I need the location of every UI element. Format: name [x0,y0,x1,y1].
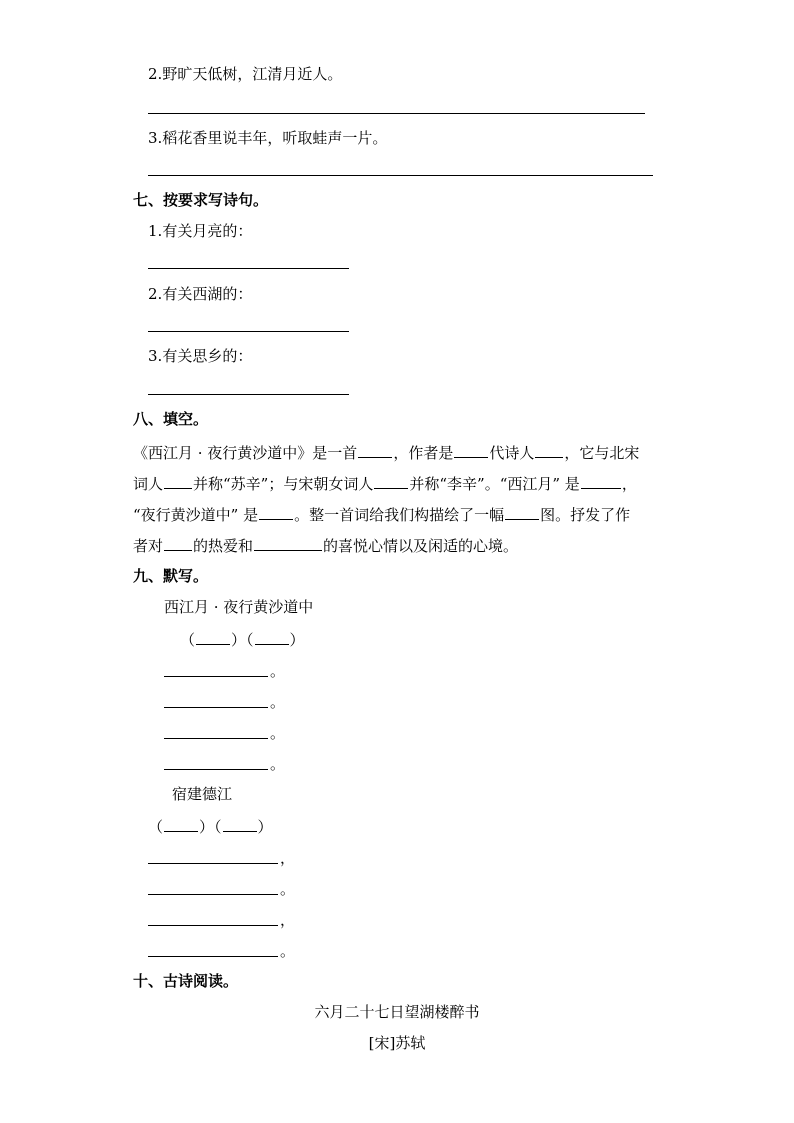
q9-poem-1-line-1[interactable] [164,660,284,680]
q8-line-1-text-b: ，作者是 [393,444,454,462]
q7-title: 七、按要求写诗句。 [133,191,269,209]
q8-blank-9[interactable] [164,534,192,551]
q6-item-3-num: 3. [148,129,163,147]
q6-item-3 [148,128,387,148]
q9-poem-1-line-3[interactable] [164,722,284,742]
q7-item-1-answer-line[interactable] [148,268,349,269]
q8-line-1 [133,441,639,463]
q9-poem-2-dynasty-author [148,815,273,837]
q7-item-3-text: 有关思乡的： [162,347,253,365]
q7-item-3-num: 3. [148,347,163,365]
punctuation: 。 [280,942,296,960]
q8-line-3-text-a: “夜行黄沙道中” 是 [133,506,259,524]
q8-line-3 [133,503,630,525]
q8-title: 八、填空。 [133,410,209,428]
punctuation: 。 [270,724,286,742]
q7-item-3 [148,346,252,366]
close-paren: ） [257,818,273,836]
q8-line-1-text-a: 《西江月 · 夜行黄沙道中》是一首 [133,444,358,462]
q9-poem-1-line-2[interactable] [164,691,284,711]
q9-poem-2-author-blank[interactable] [223,815,257,832]
answer-rule [148,863,278,864]
q8-line-4-text-a: 者对 [133,537,164,555]
mid-paren: ）（ [199,818,222,836]
q7-item-2-num: 2. [148,285,163,303]
q8-blank-6[interactable] [581,472,621,489]
q10-poem-title: 六月二十七日望湖楼醉书 [314,1003,480,1021]
q8-line-2-text-b: 并称“苏辛”；与宋朝女词人 [193,475,374,493]
q9-poem-1-dynasty-blank[interactable] [196,628,230,645]
q9-poem-2-line-4[interactable] [148,940,298,960]
q8-line-1-text-d: ，它与北宋 [564,444,640,462]
q8-line-3-text-c: 图。抒发了作 [540,506,631,524]
close-paren: ） [289,631,305,649]
q8-line-1-text-c: 代诗人 [489,444,535,462]
q8-line-2 [133,472,637,494]
q8-blank-10[interactable] [254,534,322,551]
q7-item-1-num: 1. [148,222,163,240]
q8-blank-8[interactable] [505,503,539,520]
open-paren: （ [148,818,164,836]
punctuation: 。 [280,880,296,898]
answer-rule [164,769,268,770]
q7-item-2 [148,284,252,304]
open-paren: （ [180,631,196,649]
q8-blank-4[interactable] [164,472,192,489]
q6-item-3-text: 稻花香里说丰年，听取蛙声一片。 [162,129,388,147]
answer-rule [164,707,268,708]
q7-item-2-text: 有关西湖的： [162,285,253,303]
punctuation: 。 [270,662,286,680]
q7-item-3-answer-line[interactable] [148,394,349,395]
q9-poem-1-dynasty-author [180,628,305,650]
q8-blank-7[interactable] [259,503,293,520]
q8-line-2-text-c: 并称“李辛”。“西江月” 是 [409,475,580,493]
q8-line-3-text-b: 。整一首词给我们构描绘了一幅 [294,506,505,524]
q6-item-2-num: 2. [148,65,163,83]
punctuation: ， [280,849,296,867]
q9-poem-2-title: 宿建德江 [172,785,233,803]
q8-line-4-text-c: 的喜悦心情以及闲适的心境。 [323,537,519,555]
punctuation: 。 [270,693,286,711]
punctuation: ， [280,911,296,929]
q6-item-3-answer-line[interactable] [148,175,653,176]
mid-paren: ）（ [231,631,254,649]
q8-blank-2[interactable] [454,441,488,458]
answer-rule [164,676,268,677]
q8-blank-5[interactable] [374,472,408,489]
q10-poem-author: [宋]苏轼 [368,1034,426,1052]
q10-title: 十、古诗阅读。 [133,972,239,990]
answer-rule [164,738,268,739]
q6-item-2 [148,64,342,84]
q8-line-2-text-d: ， [621,475,637,493]
q9-poem-2-dynasty-blank[interactable] [164,815,198,832]
q8-blank-1[interactable] [358,441,392,458]
q9-title: 九、默写。 [133,567,209,585]
answer-rule [148,894,278,895]
q6-item-2-answer-line[interactable] [148,113,645,114]
answer-rule [148,925,278,926]
q8-line-2-text-a: 词人 [133,475,164,493]
q9-poem-1-author-blank[interactable] [255,628,289,645]
answer-rule [148,956,278,957]
q8-line-4-text-b: 的热爱和 [193,537,254,555]
q9-poem-2-line-1[interactable] [148,847,298,867]
q7-item-1-text: 有关月亮的： [162,222,253,240]
q9-poem-1-line-4[interactable] [164,753,284,773]
q7-item-1 [148,221,252,241]
q6-item-2-text: 野旷天低树，江清月近人。 [162,65,343,83]
q9-poem-1-title: 西江月 · 夜行黄沙道中 [164,598,314,616]
q8-blank-3[interactable] [535,441,563,458]
q9-poem-2-line-3[interactable] [148,909,298,929]
q8-line-4 [133,534,518,556]
q9-poem-2-line-2[interactable] [148,878,298,898]
punctuation: 。 [270,755,286,773]
q7-item-2-answer-line[interactable] [148,331,349,332]
